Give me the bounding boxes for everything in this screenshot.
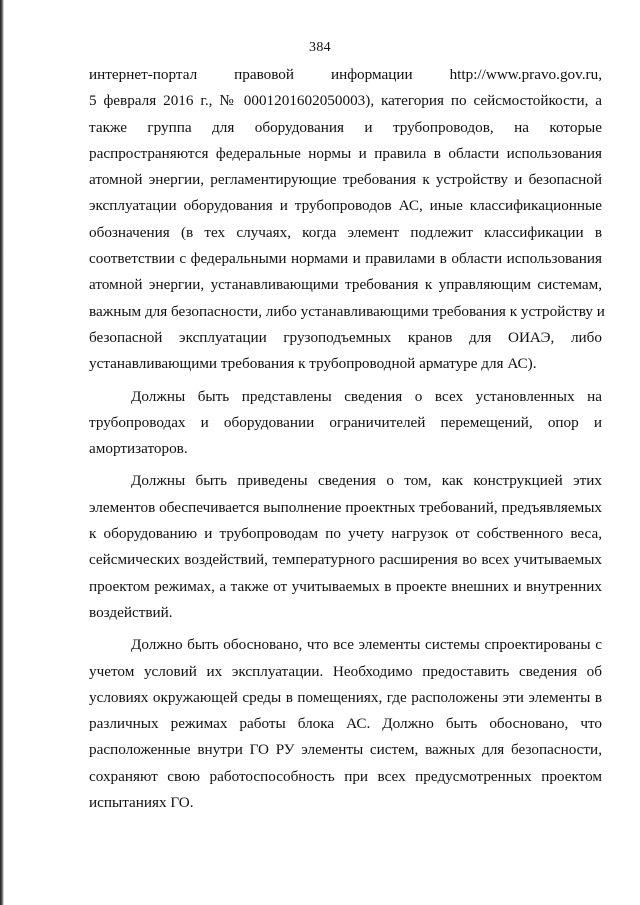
text-line: 5 февраля 2016 г., № 0001201602050003), категория по сейсмостойкости, а [89,92,602,110]
text-line: испытаниях ГО. [89,794,194,812]
text-line: элементов обеспечивается выполнение проектных требований, предъявляемых [89,498,602,516]
text-line: различных режимах работы блока АС. Должно быть обосновано, что [89,715,602,733]
page-number: 384 [309,40,331,55]
text-line: распространяются федеральные нормы и правила в области использования [89,144,602,162]
text-line: условиях окружающей среды в помещениях, где расположены эти элементы в [89,688,602,706]
text-line: эксплуатации оборудования и трубопроводов АС, иные классификационные [89,197,602,215]
text-line: Должно быть обосновано, что все элементы системы спроектированы с [131,636,602,654]
text-line: безопасной эксплуатации грузоподъемных кранов для ОИАЭ, либо [89,328,602,346]
text-line: воздействий. [89,603,173,621]
text-line: Должны быть приведены сведения о том, как конструкцией этих [131,472,602,490]
text-line: расположенные внутри ГО РУ элементы систем, важных для безопасности, [89,741,602,759]
text-line: трубопроводах и оборудовании ограничителей перемещений, опор и [89,413,602,431]
text-line: учетом условий их эксплуатации. Необходимо предоставить сведения об [89,662,602,680]
text-line: сохраняют свою работоспособность при всех предусмотренных проектом [89,767,602,785]
document-body [89,62,605,822]
text-line: важным для безопасности, либо устанавливающими требования к устройству и [89,302,605,320]
text-line: проектом режимах, а также от учитываемых в проекте внешних и внутренних [89,577,602,595]
text-line: амортизаторов. [89,440,188,458]
text-line: также группа для оборудования и трубопроводов, на которые [89,118,602,136]
text-line: к оборудованию и трубопроводам по учету нагрузок от собственного веса, [89,525,602,543]
paragraph-2 [89,384,602,463]
text-line: интернет-портал правовой информации http://www.pravo.gov.ru, [89,66,602,83]
text-line: устанавливающими требования к трубопроводной арматуре для АС). [89,355,537,373]
text-line: Должны быть представлены сведения о всех установленных на [131,387,602,405]
paragraph-1 [89,62,605,378]
paragraph-4 [89,632,602,816]
text-line: атомной энергии, регламентирующие требования к устройству и безопасной [89,171,602,189]
scan-edge [0,0,4,905]
paragraph-3 [89,468,602,626]
text-line: атомной энергии, устанавливающими требования к управляющим системам, [89,276,602,294]
text-line: сейсмических воздействий, температурного расширения во всех учитываемых [89,551,602,569]
text-line: обозначения (в тех случаях, когда элемент подлежит классификации в [89,223,602,241]
text-line: соответствии с федеральными нормами и правилами в области использования [89,250,602,268]
